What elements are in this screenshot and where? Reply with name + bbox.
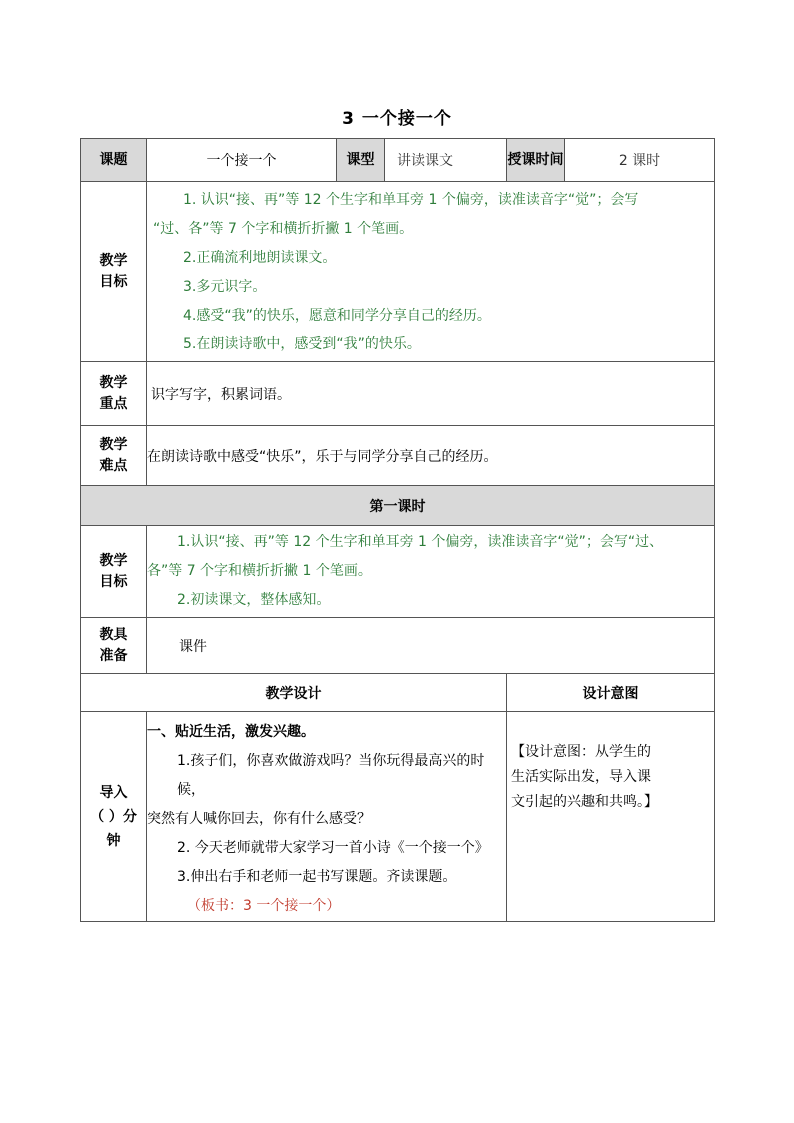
materials-text: 课件	[147, 618, 715, 674]
goal-line: 4.感受“我”的快乐，愿意和同学分享自己的经历。	[183, 308, 491, 324]
header-row	[81, 139, 715, 182]
board-note: （板书：3 一个接一个）	[187, 898, 341, 914]
session-row	[81, 486, 715, 526]
type-label: 课型	[337, 139, 385, 182]
intro-row	[81, 712, 715, 922]
hours-label: 授课时间	[507, 139, 565, 182]
difficulties-label: 教学难点	[81, 426, 147, 486]
difficulties-row	[81, 426, 715, 486]
goals-content	[147, 182, 715, 362]
session-goals-row	[81, 526, 715, 618]
intro-step: 突然有人喊你回去，你有什么感受？	[147, 811, 371, 827]
intro-step: 2. 今天老师就带大家学习一首小诗《一个接一个》	[177, 840, 489, 856]
intro-step: 1.孩子们，你喜欢做游戏吗？当你玩得最高兴的时候，	[177, 753, 485, 798]
intro-step: 3.伸出右手和老师一起书写课题。齐读课题。	[177, 869, 457, 885]
intro-label: 导入 （ ）分 钟	[81, 712, 147, 922]
key-points-label: 教学重点	[81, 362, 147, 426]
intent-line: 文引起的兴趣和共鸣。】	[511, 794, 658, 810]
goal-line: 2.正确流利地朗读课文。	[183, 250, 337, 266]
lesson-title: 一个接一个	[147, 139, 337, 182]
goals-label: 教学目标	[81, 182, 147, 362]
design-header-row	[81, 674, 715, 712]
intent-line: 生活实际出发，导入课	[511, 769, 651, 785]
lesson-label: 课题	[81, 139, 147, 182]
session-goal-line: 各”等 7 个字和横折折撇 1 个笔画。	[147, 563, 372, 579]
intro-intent	[507, 712, 715, 922]
materials-label: 教具准备	[81, 618, 147, 674]
goals-row	[81, 182, 715, 362]
key-points-text: 识字写字，积累词语。	[147, 362, 715, 426]
intro-heading: 一、贴近生活，激发兴趣。	[147, 724, 315, 740]
session-goals-label: 教学目标	[81, 526, 147, 618]
session-goal-line: 2.初读课文，整体感知。	[177, 592, 331, 608]
session-goals-content	[147, 526, 715, 618]
materials-row	[81, 618, 715, 674]
document-title: 3 一个接一个	[342, 109, 452, 129]
goal-line: “过、各”等 7 个字和横折折撇 1 个笔画。	[153, 221, 414, 237]
difficulties-text: 在朗读诗歌中感受“快乐”，乐于与同学分享自己的经历。	[147, 426, 715, 486]
session-title: 第一课时	[81, 486, 715, 526]
hours-value: 2 课时	[565, 139, 715, 182]
intent-header: 设计意图	[507, 674, 715, 712]
key-points-row	[81, 362, 715, 426]
goal-line: 3.多元识字。	[183, 279, 267, 295]
lesson-plan-table	[80, 138, 715, 922]
session-goal-line: 1.认识“接、再”等 12 个生字和单耳旁 1 个偏旁，读准读音字“觉”；会写“过、	[177, 534, 664, 550]
design-header: 教学设计	[81, 674, 507, 712]
goal-line: 1. 认识“接、再”等 12 个生字和单耳旁 1 个偏旁，读准读音字“觉”；会写	[183, 192, 639, 208]
type-value: 讲读课文	[385, 139, 507, 182]
goal-line: 5.在朗读诗歌中，感受到“我”的快乐。	[183, 336, 421, 352]
intent-line: 【设计意图：从学生的	[511, 744, 651, 760]
intro-design	[147, 712, 507, 922]
